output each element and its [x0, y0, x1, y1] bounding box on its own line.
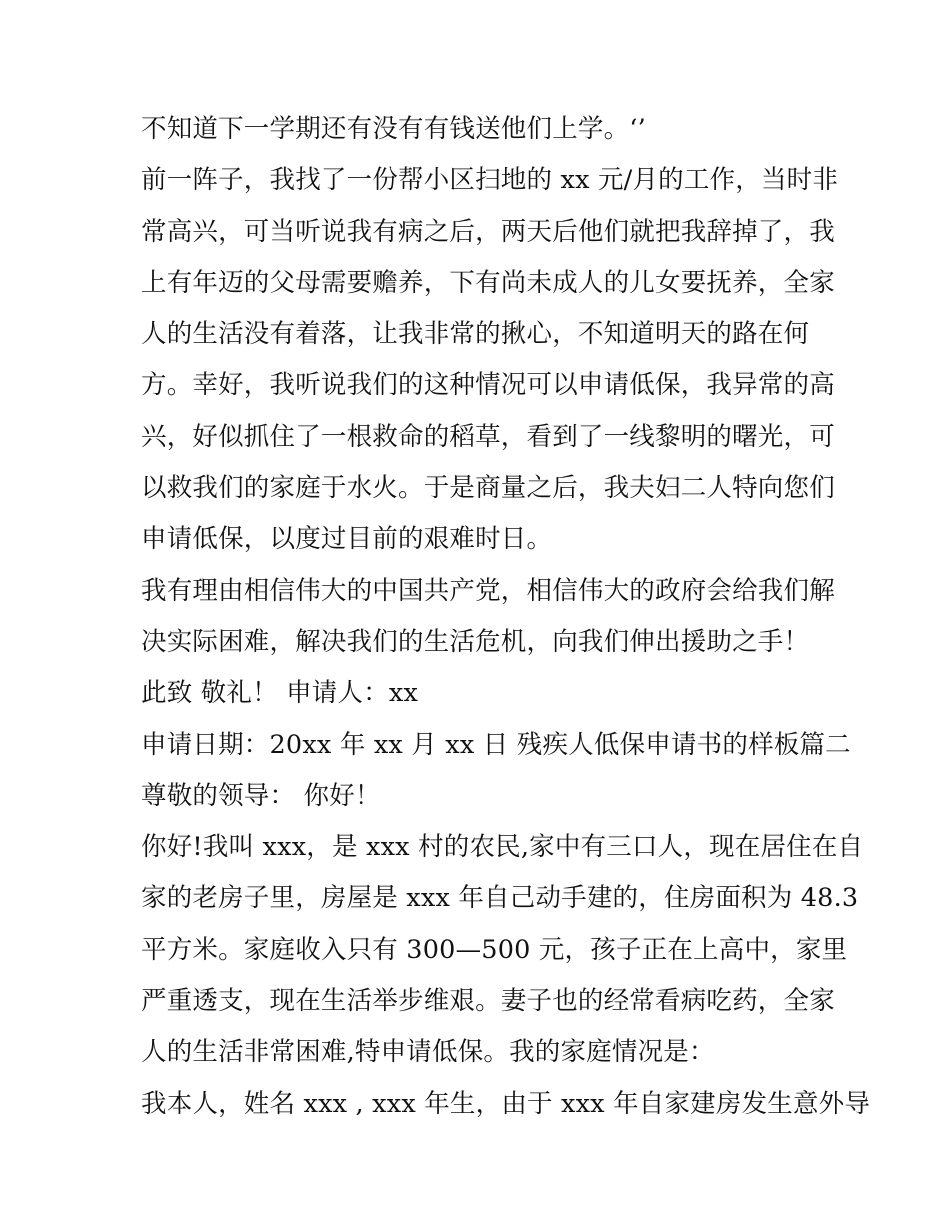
salutation-line: 尊敬的领导： 你好！	[141, 780, 381, 811]
text-line-17: 平方米。家庭收入只有 300—500 元，孩子正在上高中，家里	[141, 934, 848, 965]
body-text	[141, 104, 871, 1130]
text-line-7: 兴，好似抓住了一根救命的稻草，看到了一线黎明的曙光，可	[141, 421, 835, 452]
text-line-16: 家的老房子里，房屋是 xxx 年自己动手建的，住房面积为 48.3	[141, 883, 859, 914]
text-line-18: 严重透支，现在生活举步维艰。妻子也的经常看病吃药，全家	[141, 986, 835, 1017]
closing-line: 此致 敬礼！ 申请人：xx	[141, 678, 419, 709]
text-line-3: 常高兴，可当听说我有病之后，两天后他们就把我辞掉了，我	[141, 216, 835, 247]
text-line-20: 我本人，姓名 xxx , xxx 年生，由于 xxx 年自家建房发生意外导	[141, 1088, 871, 1119]
text-line-6: 方。幸好，我听说我们的这种情况可以申请低保，我异常的高	[141, 370, 835, 401]
text-line-11: 决实际困难，解决我们的生活危机，向我们伸出援助之手！	[141, 626, 810, 657]
text-line-9: 申请低保，以度过目前的艰难时日。	[141, 524, 553, 555]
text-line-15: 你好!我叫 xxx，是 xxx 村的农民,家中有三口人，现在居住在自	[141, 832, 864, 863]
text-line-10: 我有理由相信伟大的中国共产党，相信伟大的政府会给我们解	[141, 575, 835, 606]
text-line-1: 不知道下一学期还有没有有钱送他们上学。‘’	[141, 114, 646, 144]
text-line-19: 人的生活非常困难,特申请低保。我的家庭情况是：	[141, 1037, 715, 1068]
text-line-5: 人的生活没有着落，让我非常的揪心，不知道明天的路在何	[141, 319, 810, 350]
text-line-8: 以救我们的家庭于水火。于是商量之后，我夫妇二人特向您们	[141, 473, 835, 504]
text-line-2: 前一阵子，我找了一份帮小区扫地的 xx 元/月的工作，当时非	[141, 165, 839, 196]
text-line-4: 上有年迈的父母需要赡养，下有尚未成人的儿女要抚养，全家	[141, 267, 835, 298]
date-and-heading-line: 申请日期：20xx 年 xx 月 xx 日 残疾人低保申请书的样板篇二	[141, 729, 851, 760]
